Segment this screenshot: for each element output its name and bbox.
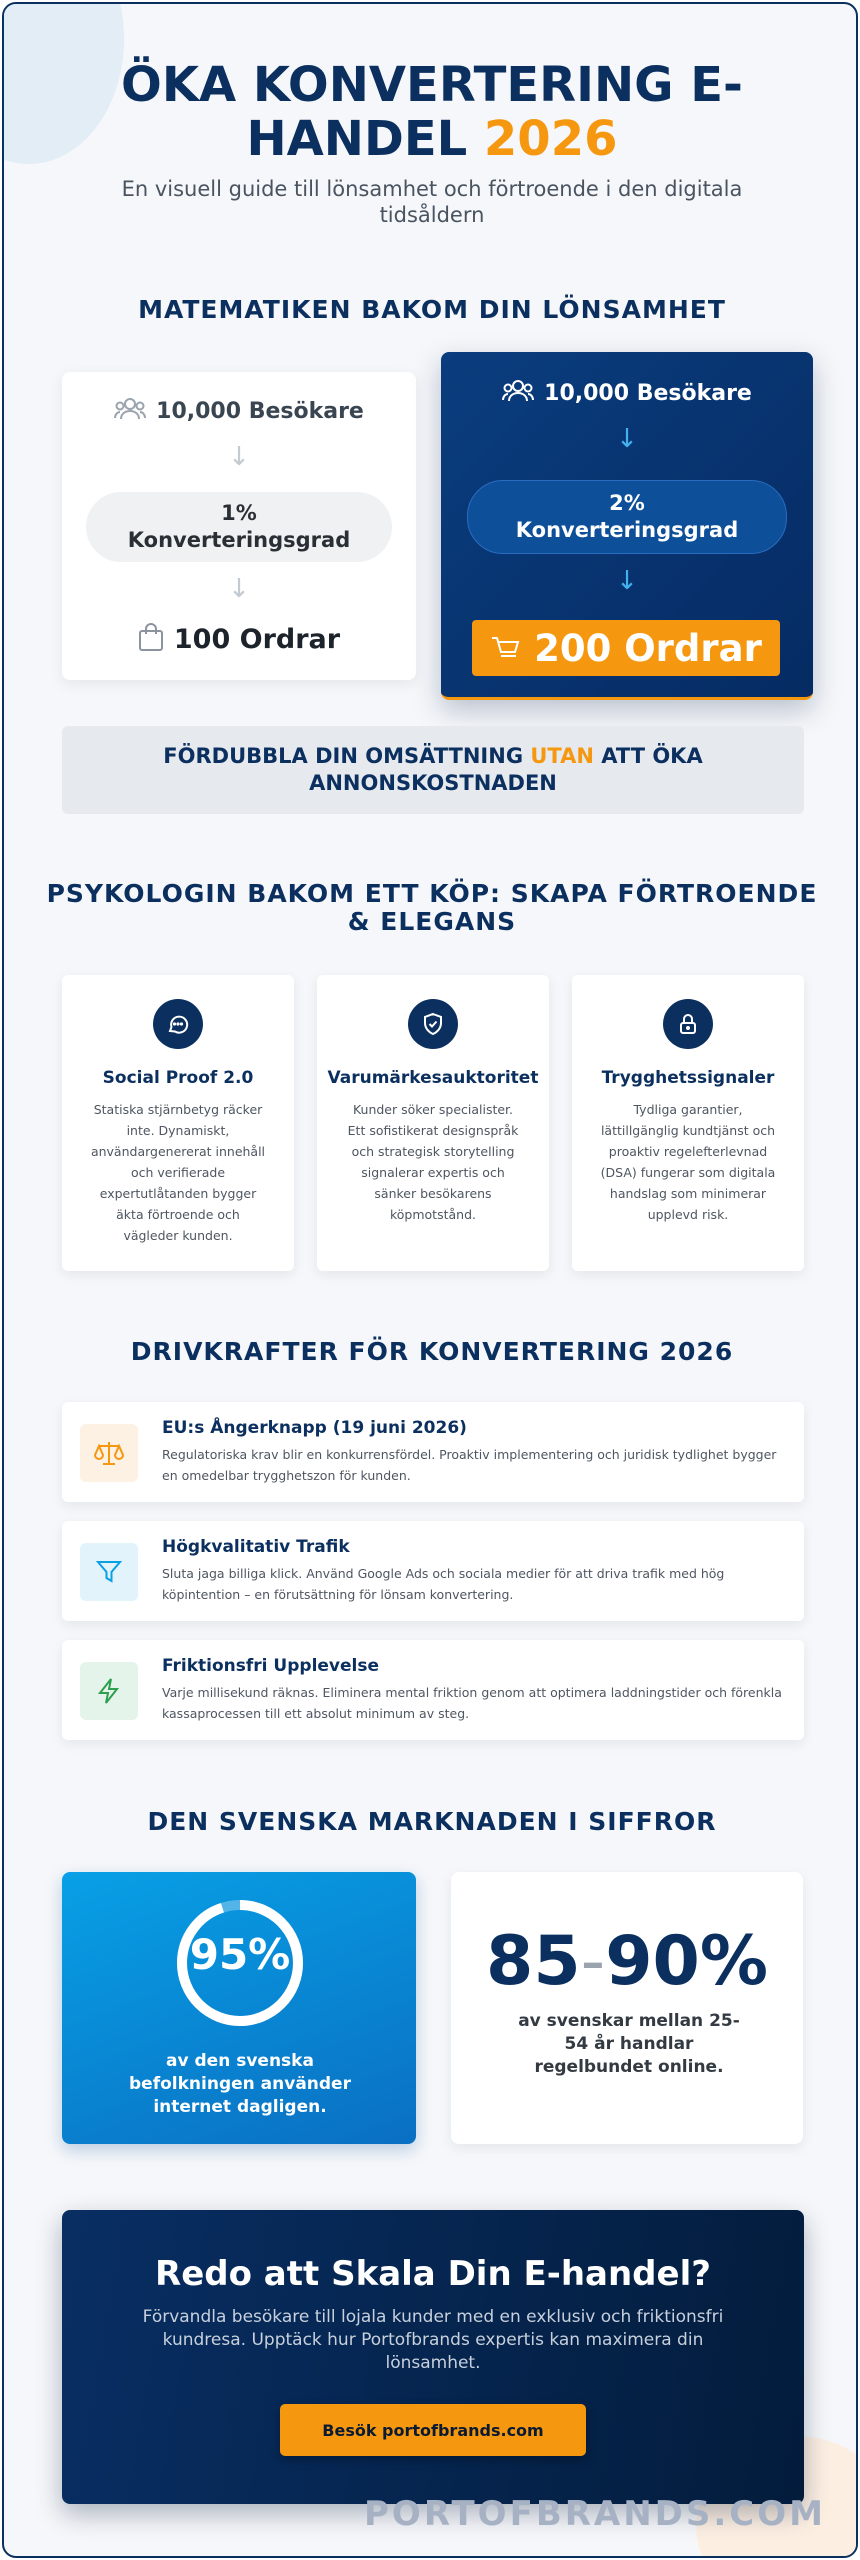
- users-icon: [114, 396, 146, 426]
- arrow-down-icon: ↓: [616, 424, 638, 454]
- psychology-card: [572, 975, 804, 1271]
- arrow-down-icon: ↓: [228, 574, 250, 604]
- title-year: 2026: [483, 111, 618, 167]
- visit-site-button[interactable]: Besök portofbrands.com: [280, 2404, 586, 2456]
- psychology-card: [62, 975, 294, 1271]
- banner-accent: UTAN: [530, 744, 594, 768]
- users-icon: [502, 378, 534, 408]
- cart-icon: [490, 627, 520, 670]
- shopping-bag-icon: [138, 622, 164, 656]
- conversion-rate-label: Konverteringsgrad: [127, 528, 351, 552]
- range-end: 90%: [605, 1922, 768, 2001]
- orders-highlight: [472, 620, 780, 676]
- scales-icon: [80, 1424, 138, 1482]
- math-card-after: [441, 352, 813, 700]
- shield-check-icon: [408, 999, 458, 1049]
- lock-icon: [663, 999, 713, 1049]
- footer-brand: PORTOFBRANDS.COM: [364, 2494, 826, 2534]
- psychology-card: [317, 975, 549, 1271]
- conversion-rate-value: 2%: [609, 491, 645, 515]
- card-body: Tydliga garantier, lättillgänglig kundtjänst och proaktiv regelefterlevnad (DSA) fungerar som digitala handslag som minimerar upplevd risk.: [600, 1102, 776, 1222]
- range-dash: -: [580, 1922, 606, 2001]
- arrow-down-icon: ↓: [228, 442, 250, 472]
- stat-description: av den svenska befolkningen använder internet dagligen.: [129, 2051, 351, 2117]
- cta-title: Redo att Skala Din E-handel?: [155, 2254, 711, 2294]
- driver-body: Regulatoriska krav blir en konkurrensfördel. Proaktiv implementering och juridisk tydlighet bygger en omedelbar trygghetszon för kunden.: [162, 1447, 777, 1483]
- section-title-math: MATEMATIKEN BAKOM DIN LÖNSAMHET: [138, 295, 726, 324]
- funnel-icon: [80, 1543, 138, 1601]
- driver-title: Högkvalitativ Trafik: [162, 1537, 350, 1557]
- conversion-rate-label: Konverteringsgrad: [515, 518, 739, 542]
- visitors-row: [62, 396, 416, 426]
- title-main: HANDEL: [246, 111, 484, 167]
- range-start: 85: [486, 1922, 581, 2001]
- orders-label: 200 Ordrar: [534, 626, 762, 670]
- range-value: [451, 1922, 803, 2001]
- section-title-stats: DEN SVENSKA MARKNADEN I SIFFROR: [147, 1807, 717, 1836]
- section-title-psychology: PSYKOLOGIN BAKOM ETT KÖP: SKAPA FÖRTROENDE & ELEGANS: [46, 879, 818, 936]
- conversion-rate-pill: [467, 480, 787, 554]
- driver-title: Friktionsfri Upplevelse: [162, 1656, 380, 1676]
- driver-item: [62, 1640, 804, 1740]
- internet-usage-stat: [62, 1872, 416, 2144]
- conversion-rate-value: 1%: [221, 501, 257, 525]
- page-title: [4, 58, 858, 166]
- card-title: Trygghetssignaler: [601, 1068, 775, 1088]
- card-body: Statiska stjärnbetyg räcker inte. Dynamiskt, användargenererat innehåll och verifierade expertutlåtanden bygger äkta förtroende och vägleder kunden.: [90, 1102, 266, 1243]
- title-line-2: [4, 112, 858, 166]
- visitors-label: 10,000 Besökare: [544, 380, 752, 406]
- cta-text: Förvandla besökare till lojala kunder med en exklusiv och friktionsfri kundresa. Upptäck hur Portofbrands expertis kan maximera din lönsamhet.: [142, 2307, 724, 2373]
- banner-part-1: FÖRDUBBLA DIN OMSÄTTNING: [163, 744, 531, 768]
- infographic-frame: [2, 2, 858, 2558]
- online-shopping-stat: [451, 1872, 803, 2144]
- visitors-label: 10,000 Besökare: [156, 398, 364, 424]
- banner-text: [122, 743, 744, 797]
- page-subtitle: En visuell guide till lönsamhet och förtroende i den digitala tidsåldern: [121, 177, 743, 227]
- card-title: Varumärkesauktoritet: [327, 1068, 539, 1088]
- orders-row: [62, 622, 416, 656]
- title-line-1: ÖKA KONVERTERING E-: [121, 57, 743, 113]
- stat-description: av svenskar mellan 25-54 år handlar regelbundet online.: [518, 2011, 740, 2077]
- arrow-down-icon: ↓: [616, 566, 638, 596]
- banner-part-2: ATT ÖKA ANNONSKOSTNADEN: [309, 744, 703, 795]
- card-body: Kunder söker specialister. Ett sofistikerat designspråk och strategisk storytelling signalerar expertis och sänker besökarens köpmotstånd.: [347, 1102, 519, 1222]
- driver-item: [62, 1521, 804, 1621]
- driver-item: [62, 1402, 804, 1502]
- lightning-icon: [80, 1662, 138, 1720]
- percent-value: 95%: [189, 1930, 291, 1979]
- revenue-banner: [62, 726, 804, 814]
- driver-body: Sluta jaga billiga klick. Använd Google Ads och sociala medier för att driva trafik med hög köpintention – en förutsättning för lönsam konvertering.: [162, 1566, 725, 1602]
- section-title-drivers: DRIVKRAFTER FÖR KONVERTERING 2026: [130, 1337, 734, 1366]
- visitors-row: [441, 378, 813, 408]
- driver-title: EU:s Ångerknapp (19 juni 2026): [162, 1418, 467, 1438]
- cta-panel: [62, 2210, 804, 2504]
- conversion-rate-pill: [86, 492, 392, 562]
- chat-icon: [153, 999, 203, 1049]
- orders-label: 100 Ordrar: [173, 623, 341, 655]
- card-title: Social Proof 2.0: [102, 1068, 254, 1088]
- math-card-before: [62, 372, 416, 680]
- driver-body: Varje millisekund räknas. Eliminera mental friktion genom att optimera laddningstider och förenkla kassaprocessen till ett absolut minimum av steg.: [162, 1685, 782, 1721]
